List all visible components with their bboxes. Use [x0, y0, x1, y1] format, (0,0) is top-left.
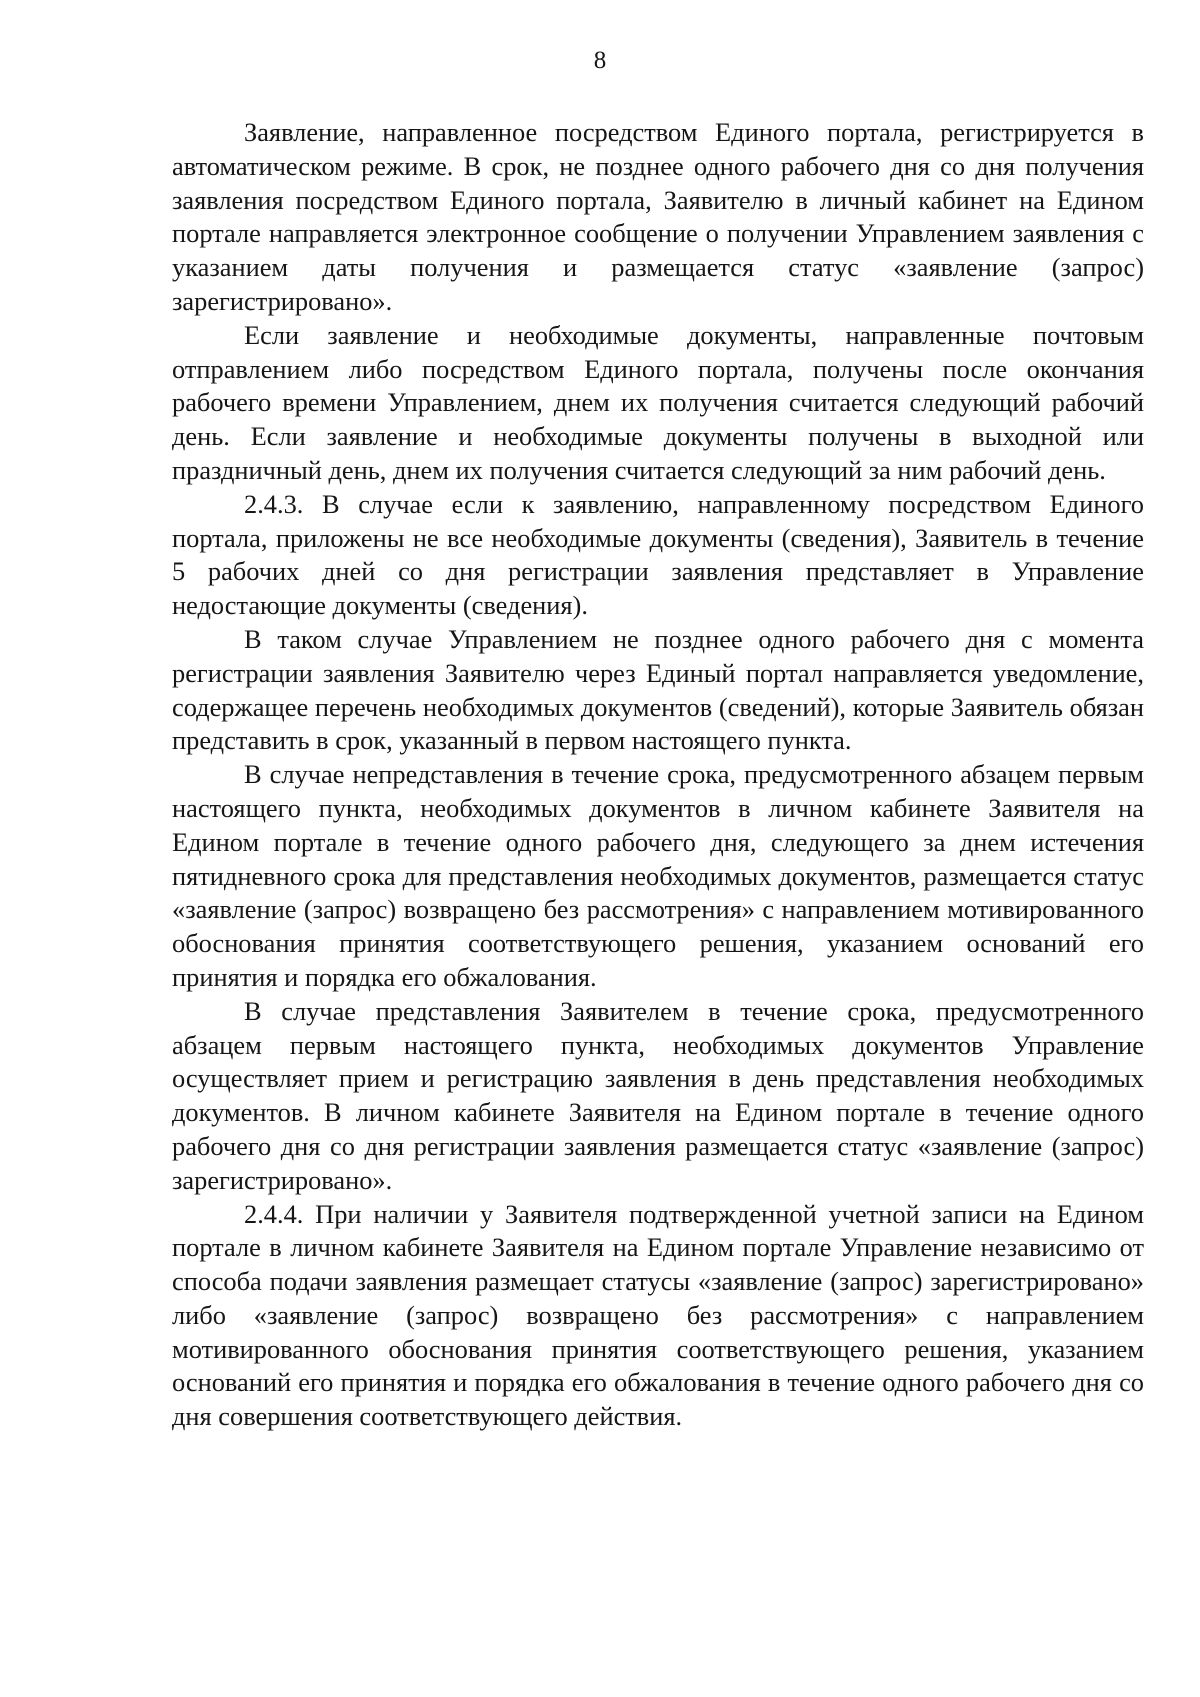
document-body	[172, 116, 1144, 1434]
paragraph-submission: В случае представления Заявителем в течение срока, предусмотренного абзацем первым настоящего пункта, необходимых документов Управление осуществляет прием и регистрацию заявления в день представления необходимых документов. В личном кабинете Заявителя на Едином портале в течение одного рабочего дня со дня регистрации заявления размещается статус «заявление (запрос) зарегистрировано».	[172, 995, 1144, 1195]
page-number: 8	[593, 47, 607, 74]
paragraph-notification: В таком случае Управлением не позднее одного рабочего дня с момента регистрации заявления Заявителю через Единый портал направляется уведомление, содержащее перечень необходимых документов (сведений), которые Заявитель обязан представить в срок, указанный в первом настоящего пункта.	[172, 623, 1144, 756]
paragraph-non-submission: В случае непредставления в течение срока, предусмотренного абзацем первым настоящего пункта, необходимых документов в личном кабинете Заявителя на Едином портале в течение одного рабочего дня, следующего за днем истечения пятидневного срока для представления необходимых документов, размещается статус «заявление (запрос) возвращено без рассмотрения» с направлением мотивированного обоснования принятия соответствующего решения, указанием оснований его принятия и порядка его обжалования.	[172, 759, 1144, 992]
paragraph-2-4-3: 2.4.3. В случае если к заявлению, направленному посредством Единого портала, приложены не все необходимые документы (сведения), Заявитель в течение 5 рабочих дней со дня регистрации заявления представляет в Управление недостающие документы (сведения).	[172, 488, 1144, 621]
paragraph-portal-registration: Заявление, направленное посредством Единого портала, регистрируется в автоматическом режиме. В срок, не позднее одного рабочего дня со дня получения заявления посредством Единого портала, Заявителю в личный кабинет на Едином портале направляется электронное сообщение о получении Управлением заявления с указанием даты получения и размещается статус «заявление (запрос) зарегистрировано».	[172, 117, 1144, 316]
paragraph-after-hours-receipt: Если заявление и необходимые документы, направленные почтовым отправлением либо посредством Единого портала, получены после окончания рабочего времени Управлением, днем их получения считается следующий рабочий день. Если заявление и необходимые документы получены в выходной или праздничный день, днем их получения считается следующий за ним рабочий день.	[172, 319, 1144, 485]
paragraph-2-4-4: 2.4.4. При наличии у Заявителя подтвержденной учетной записи на Едином портале в личном кабинете Заявителя на Едином портале Управление независимо от способа подачи заявления размещает статусы «заявление (запрос) зарегистрировано» либо «заявление (запрос) возвращено без рассмотрения» с направлением мотивированного обоснования принятия соответствующего решения, указанием оснований его принятия и порядка его обжалования в течение одного рабочего дня со дня совершения соответствующего действия.	[172, 1198, 1144, 1432]
